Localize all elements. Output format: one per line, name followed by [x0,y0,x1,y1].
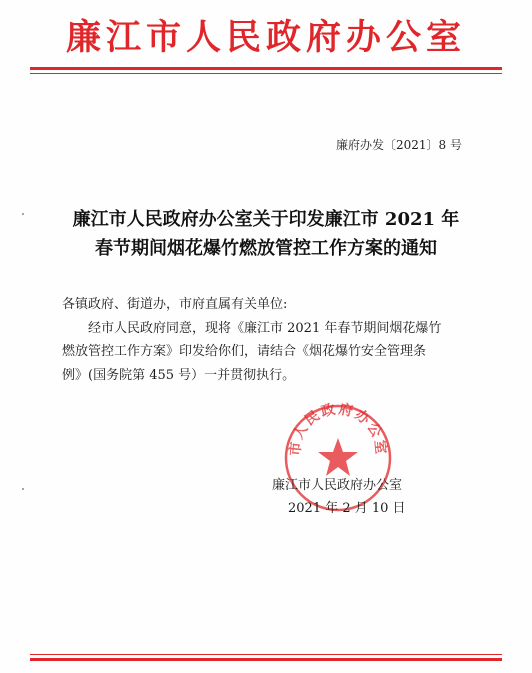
masthead-rule-thin [30,73,502,74]
document-title [40,205,492,263]
signature-issuer: 廉江市人民政府办公室 [272,478,403,493]
issue-date: 2021 年 2 月 10 日 [288,501,406,516]
salutation: 各镇政府、街道办，市府直属有关单位: [62,297,288,312]
document-number: 廉府办发〔2021〕8 号 [336,138,462,152]
title-line-2: 春节期间烟花爆竹燃放管控工作方案的通知 [95,238,437,259]
paragraph-line-1: 经市人民政府同意，现将《廉江市 2021 年春节期间烟花爆竹 [88,320,442,336]
svg-text:市人民政府办公室: 市人民政府办公室 [287,402,389,457]
footer-rule-thin [30,654,502,655]
paragraph-line-3: 例》(国务院第 455 号）一并贯彻执行。 [62,367,296,383]
binding-mark [22,488,24,490]
footer-rule-thick [30,658,502,661]
masthead-title: 廉江市人民政府办公室 [65,18,466,58]
masthead-rule-thick [30,67,502,70]
document-body [62,293,462,387]
paragraph-line-2: 燃放管控工作方案》印发给你们，请结合《烟花爆竹安全管理条 [62,344,427,359]
title-line-1: 廉江市人民政府办公室关于印发廉江市 2021 年 [72,209,460,230]
binding-mark [22,213,24,215]
